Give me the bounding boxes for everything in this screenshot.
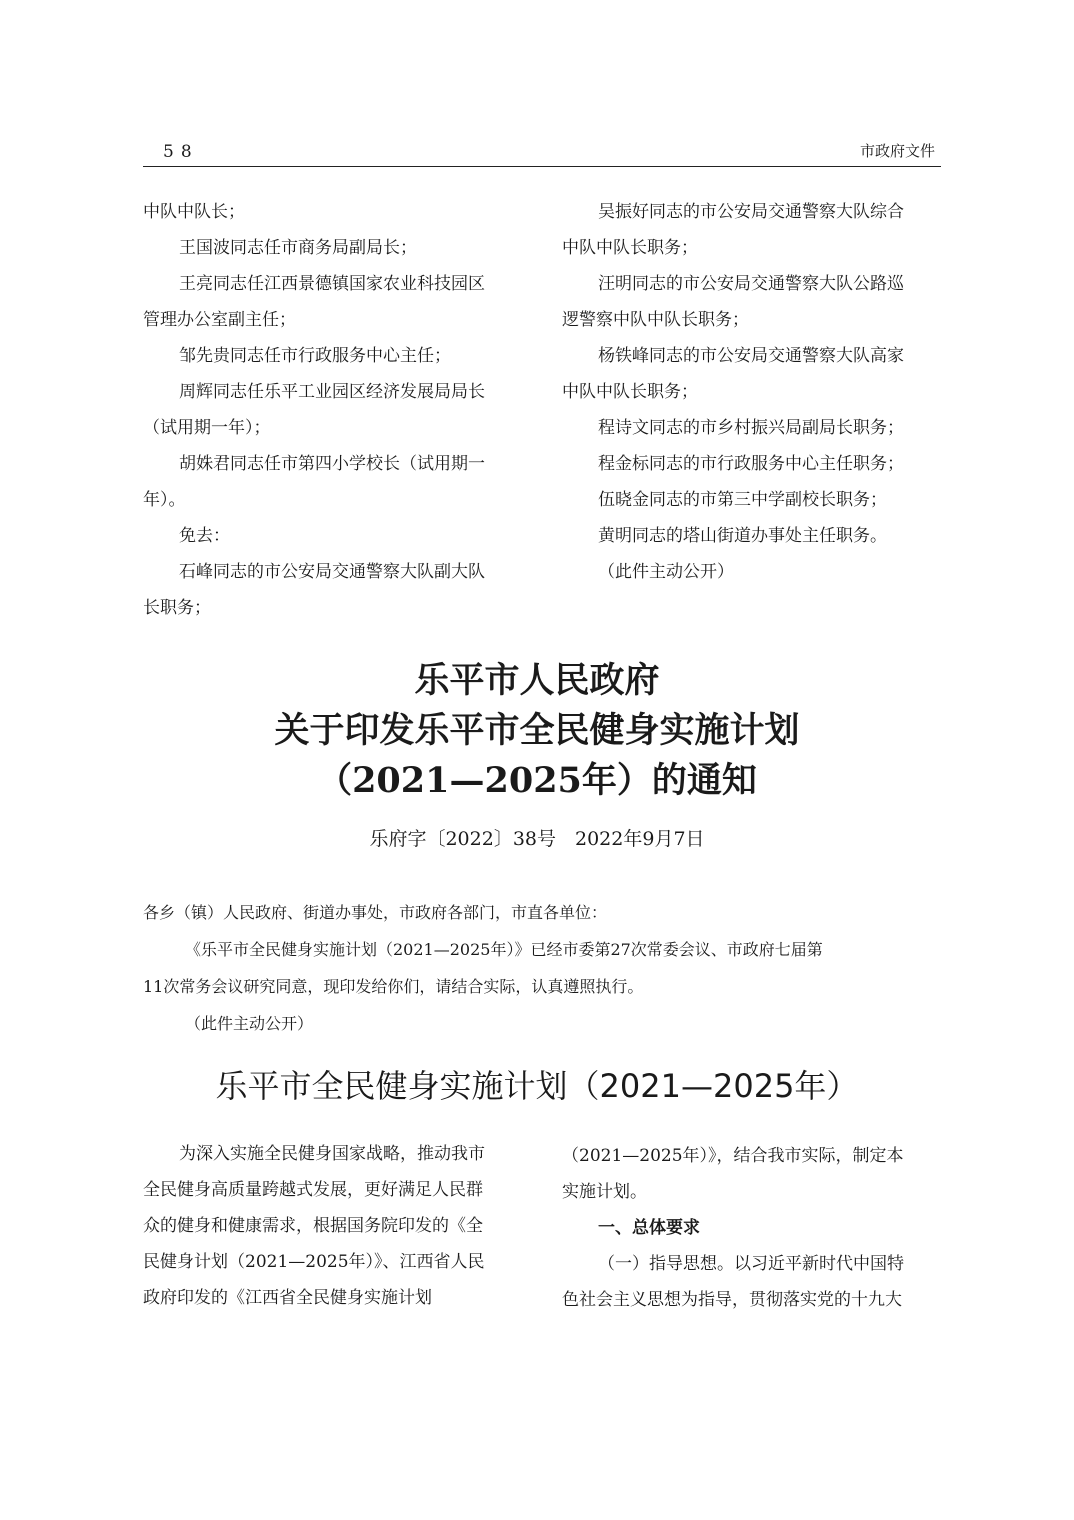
- page-header: [143, 136, 941, 167]
- notice-title-line-1: 乐平市人民政府: [414, 660, 660, 701]
- text-line: （一）指导思想。以习近平新时代中国特: [598, 1254, 904, 1274]
- text-line: 邹先贵同志任市行政服务中心主任；: [179, 346, 451, 366]
- text-line: 中队中队长职务；: [562, 238, 698, 258]
- notice-addressee: 各乡（镇）人民政府、街道办事处，市政府各部门，市直各单位：: [143, 903, 608, 922]
- text-line: 汪明同志的市公安局交通警察大队公路巡: [598, 274, 904, 294]
- text-line: 伍晓金同志的市第三中学副校长职务；: [598, 490, 887, 510]
- text-line: （试用期一年）；: [143, 418, 271, 438]
- text-line: 长职务；: [143, 598, 211, 618]
- plan-title: 乐平市全民健身实施计划（2021—2025年）: [215, 1067, 859, 1105]
- text-line: 年）。: [143, 490, 186, 510]
- header-label: 市政府文件: [859, 142, 935, 160]
- section-heading: 一、总体要求: [598, 1218, 700, 1238]
- text-line: 中队中队长职务；: [562, 382, 698, 402]
- text-line: 石峰同志的市公安局交通警察大队副大队: [179, 562, 485, 582]
- plan-right-column: [562, 1138, 962, 1318]
- text-line: 吴振好同志的市公安局交通警察大队综合: [598, 202, 904, 222]
- text-line: 王国波同志任市商务局副局长；: [179, 238, 417, 258]
- text-line: 免去：: [179, 526, 230, 546]
- text-line: 色社会主义思想为指导，贯彻落实党的十九大: [562, 1290, 902, 1310]
- text-line: 《乐平市全民健身实施计划（2021—2025年）》已经市委第27次常委会议、市政府七届第: [185, 940, 823, 959]
- text-line: 王亮同志任江西景德镇国家农业科技园区: [179, 274, 485, 294]
- document-number: 乐府字〔2022〕38号 2022年9月7日: [369, 828, 705, 850]
- text-line: （2021—2025年）》，结合我市实际，制定本: [562, 1146, 904, 1166]
- plan-left-column: [143, 1136, 543, 1316]
- text-line: （此件主动公开）: [598, 562, 734, 582]
- text-line: 为深入实施全民健身国家战略，推动我市: [179, 1144, 485, 1164]
- text-line: 黄明同志的塔山街道办事处主任职务。: [598, 526, 887, 546]
- appointments-left-column: [143, 194, 543, 626]
- text-line: 杨铁峰同志的市公安局交通警察大队高家: [598, 346, 904, 366]
- notice-title-line-3: （2021—2025年）的通知: [317, 760, 757, 801]
- disclosure-note: （此件主动公开）: [185, 1014, 314, 1033]
- text-line: 中队中队长；: [143, 202, 245, 222]
- text-line: 周辉同志任乐平工业园区经济发展局局长: [179, 382, 485, 402]
- text-line: 政府印发的《江西省全民健身实施计划: [143, 1288, 432, 1308]
- text-line: 管理办公室副主任；: [143, 310, 296, 330]
- text-line: 逻警察中队中队长职务；: [562, 310, 749, 330]
- text-line: 胡姝君同志任市第四小学校长（试用期一: [179, 454, 485, 474]
- notice-body: [143, 894, 963, 1042]
- appointments-right-column: [562, 194, 962, 590]
- text-line: 11次常务会议研究同意，现印发给你们，请结合实际，认真遵照执行。: [143, 977, 644, 996]
- text-line: 众的健身和健康需求，根据国务院印发的《全: [143, 1216, 483, 1236]
- text-line: 程诗文同志的市乡村振兴局副局长职务；: [598, 418, 904, 438]
- text-line: 全民健身高质量跨越式发展，更好满足人民群: [143, 1180, 483, 1200]
- text-line: 民健身计划（2021—2025年）》、江西省人民: [143, 1252, 485, 1272]
- text-line: 实施计划。: [562, 1182, 647, 1202]
- text-line: 程金标同志的市行政服务中心主任职务；: [598, 454, 904, 474]
- page-number: 58: [163, 142, 199, 162]
- notice-title-line-2: 关于印发乐平市全民健身实施计划: [274, 710, 800, 751]
